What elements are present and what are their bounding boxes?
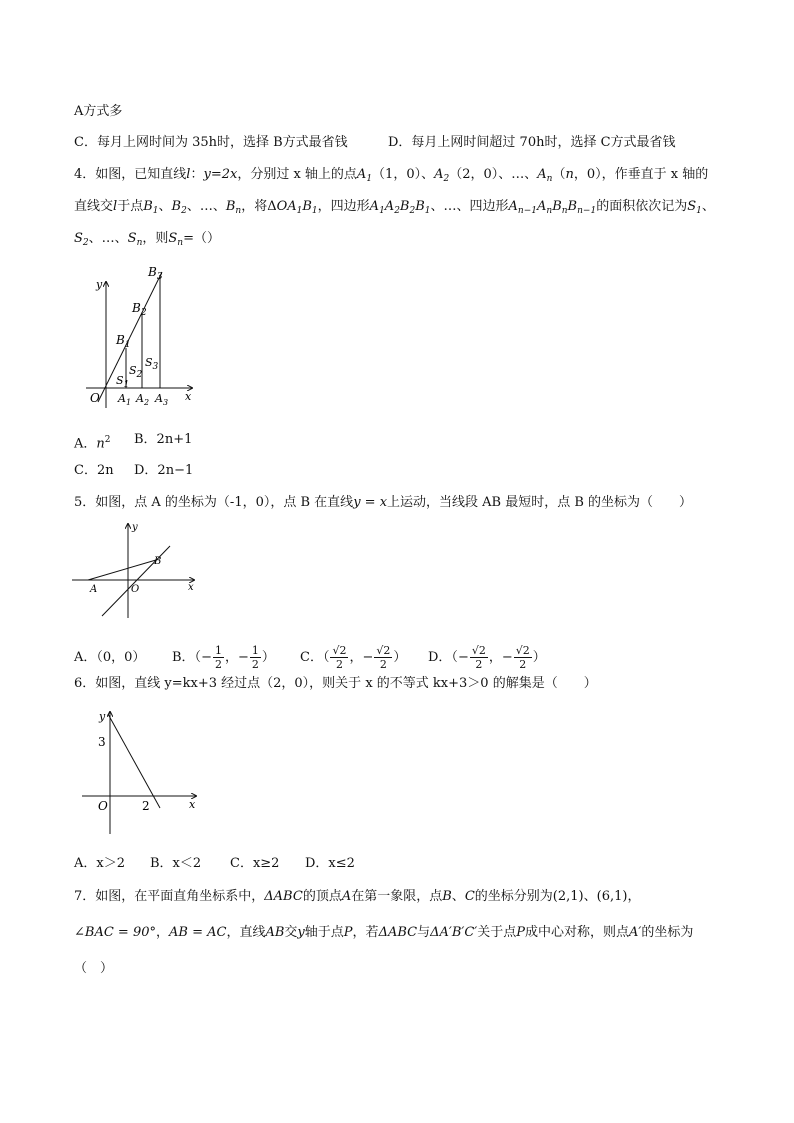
svg-text:y: y (132, 522, 138, 533)
svg-text:x: x (188, 582, 194, 593)
svg-text:O: O (131, 584, 140, 595)
q5-option-c: C．（ $\frac{√2}{2}$ ，− $\frac{√2}{2}$ ） (300, 644, 407, 671)
q4-fig-s1: $S_1$ (116, 374, 130, 390)
q3-option-a-tail: A方式多 (74, 104, 123, 119)
q4-fig-s3: $S_3$ (145, 356, 159, 372)
q4-fig-a1: $A_1$ (118, 392, 132, 407)
svg-text:3: 3 (98, 735, 106, 749)
q4-fig-origin: O (90, 391, 100, 405)
q4-option-c: C．2n (74, 463, 114, 478)
q4-option-a: A．$n^2$ (74, 435, 111, 452)
q4-line-l (98, 272, 162, 402)
q4-fig-y-label: y (96, 278, 103, 291)
q4-fig-a3: $A_3$ (155, 392, 169, 407)
q6-stem: 6．如图，直线 y=kx+3 经过点（2，0），则关于 x 的不等式 kx+3＞0 的解集是（ ） (74, 676, 597, 691)
q4-stem-line3: $S_2$、…、$S_n$，则$S_n=()$ (74, 231, 220, 248)
svg-text:O: O (98, 799, 108, 813)
q4-fig-s2: $S_2$ (129, 364, 143, 380)
svg-text:A: A (90, 584, 98, 595)
svg-text:y: y (99, 710, 106, 723)
q4-fig-b1: $B_1$ (116, 333, 131, 350)
q5-option-a: A．（0，0） (74, 650, 146, 665)
svg-text:x: x (189, 798, 196, 811)
q5-option-b: B．（− $\frac{1}{2}$ ，− $\frac{1}{2}$ ） (172, 644, 275, 671)
q5-option-d: D．（− $\frac{√2}{2}$ ，− $\frac{√2}{2}$ ） (428, 644, 546, 671)
q4-option-d: D．2n−1 (134, 463, 194, 478)
svg-text:2: 2 (142, 799, 150, 813)
q4-stem-line1: 4．如图，已知直线l：y=2x，分别过 x 轴上的点$A_1(1$，0）、$A_2(2$，0）、…、$A_n(n$，0），作垂直于 x 轴的 (74, 167, 709, 184)
q6-option-a: A．x＞2 (74, 856, 125, 871)
q4-fig-b3: $B_3$ (148, 265, 163, 282)
q5-stem: 5．如图，点 A 的坐标为（-1，0），点 B 在直线y = x上运动，当线段 AB 最短时，点 B 的坐标为（ ） (74, 495, 693, 510)
q6-figure (80, 708, 202, 836)
q6-line (108, 714, 160, 808)
q4-stem-line2: 直线交l于点$B_1$、$B_2$、…、$B_n$，将$\Delta OA_1B_1$，四边形$A_1A_2B_2B_1$、…、四边形$A_{n-1}A_nB_nB_{n-1}$的面积依次记为$S_1$、 (74, 199, 715, 216)
q4-fig-x-label: x (185, 390, 192, 403)
q7-stem-line1: 7．如图，在平面直角坐标系中，ΔABC的顶点A在第一象限，点B、C的坐标分别为(2,1)、(6,1)， (74, 889, 641, 904)
q7-stem-line3: （ ） (74, 961, 114, 976)
q6-option-d: D．x≤2 (305, 856, 355, 871)
q3-option-c: C．每月上网时间为 35h时，选择 B方式最省钱 (74, 135, 348, 150)
q4-fig-a2: $A_2$ (136, 392, 150, 407)
svg-text:B: B (154, 556, 162, 567)
q4-figure (84, 262, 204, 410)
q7-stem-line2: ∠BAC = 90°，AB = AC，直线AB交y轴于点P，若ΔABC与ΔA′B′C′关于点P成中心对称，则点A′的坐标为 (74, 925, 694, 940)
q4-fig-b2: $B_2$ (132, 301, 147, 318)
q3-option-d: D．每月上网时间超过 70h时，选择 C方式最省钱 (388, 135, 676, 150)
q5-figure (70, 520, 200, 620)
q5-segment-ab (88, 560, 156, 580)
q4-option-b: B．2n+1 (134, 432, 193, 447)
q6-option-c: C．x≥2 (230, 856, 280, 871)
q6-option-b: B．x＜2 (150, 856, 202, 871)
